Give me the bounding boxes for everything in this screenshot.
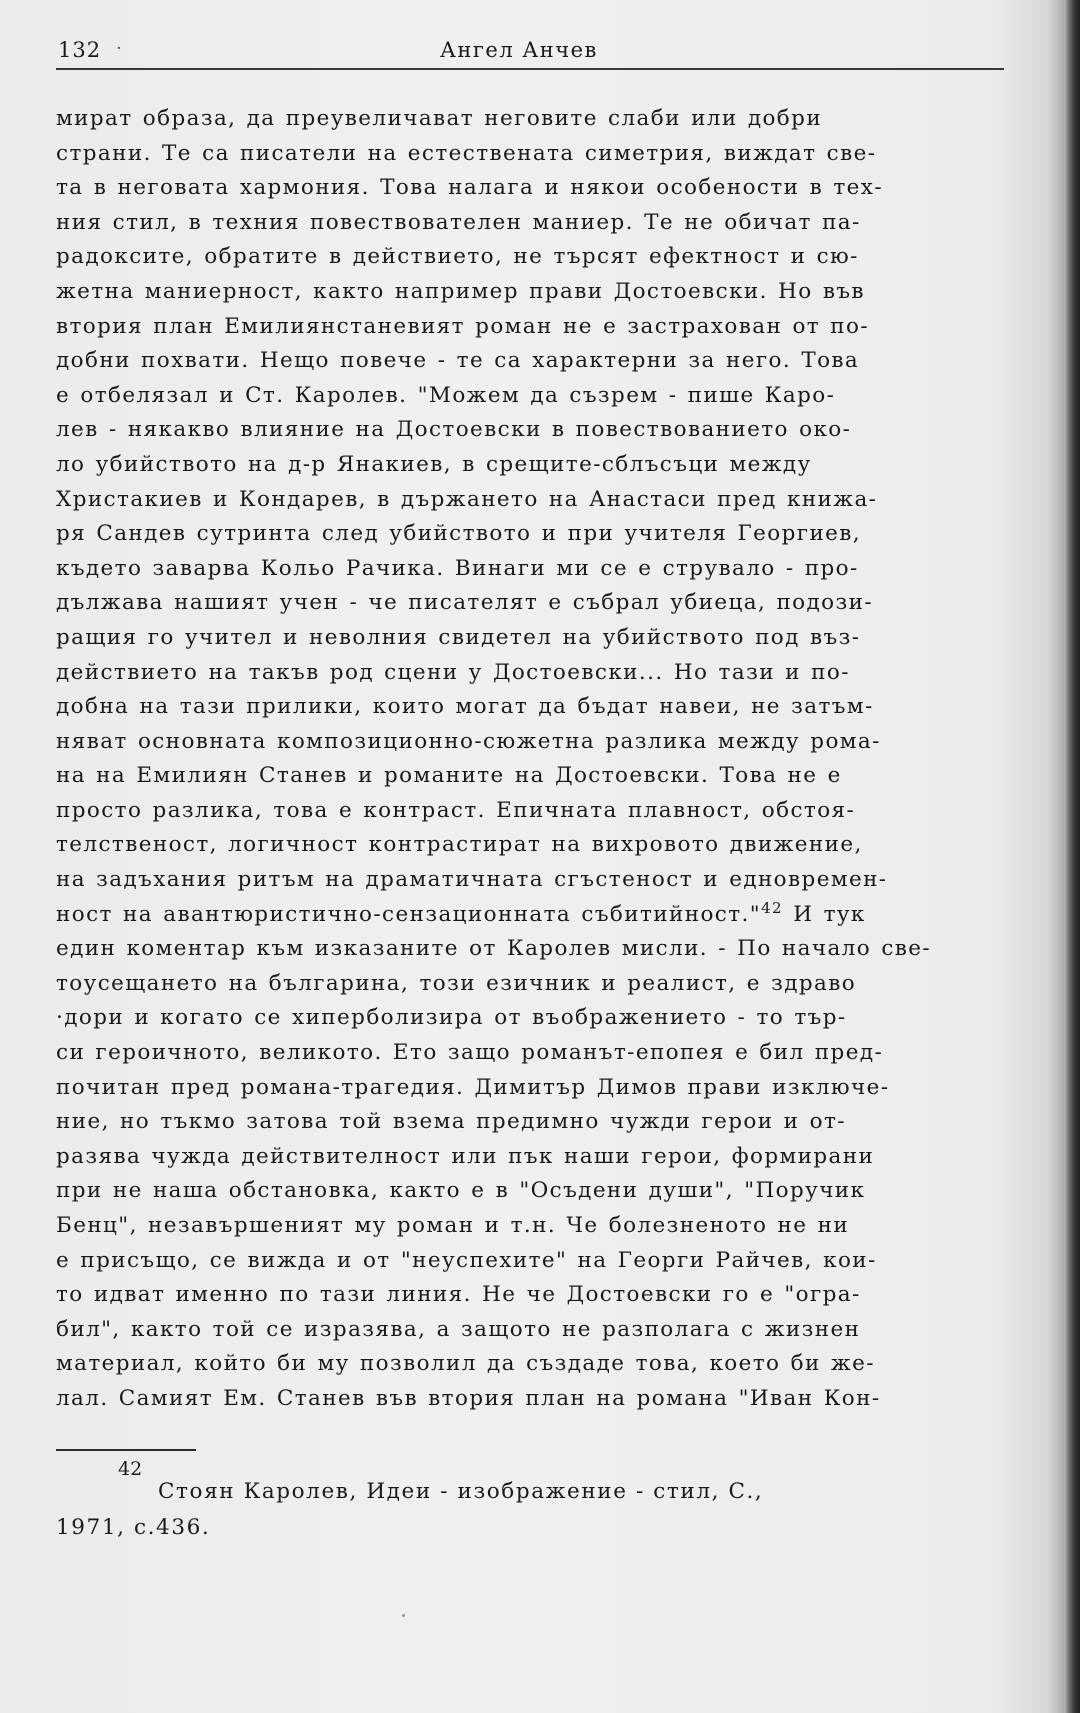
text-line-with-footnote-ref (56, 898, 1036, 933)
text-line: е отбелязал и Ст. Каролев. "Можем да съзрем - пише Каро- (56, 382, 836, 408)
text-line: добни похвати. Нещо повече - те са характерни за него. Това (56, 348, 860, 374)
text-line: ря Сандев сутринта след убийството и при учителя Георгиев, (56, 521, 862, 547)
text-line: лал. Самият Ем. Станев във втория план на романа "Иван Кон- (56, 1385, 881, 1411)
text-line: та в неговата хармония. Това налага и някои особености в тех- (56, 175, 883, 201)
text-segment: ност на авантюристично-сензационната събитийност." (56, 901, 762, 927)
text-line: ·дори и когато се хиперболизира от въображението - то тър- (56, 1005, 847, 1031)
text-line: ращия го учител и неволния свидетел на убийството под въз- (56, 624, 861, 650)
text-line: си героичното, великото. Ето защо романът-епопея е бил пред- (56, 1040, 884, 1066)
text-line: материал, който би му позволил да създаде това, което би же- (56, 1351, 875, 1377)
text-line: на на Емилиян Станев и романите на Достоевски. Това не е (56, 763, 842, 789)
text-line: тоусещането на българина, този езичник и реалист, е здраво (56, 970, 857, 996)
page-header (56, 34, 1004, 70)
paper-speck (402, 1614, 405, 1617)
text-line: жетна маниерност, както например прави Достоевски. Но във (56, 278, 865, 304)
footnote-divider (56, 1449, 196, 1451)
page-number: 132 (58, 38, 102, 62)
text-line: един коментар към изказаните от Каролев мисли. - По начало све- (56, 936, 932, 962)
header-separator: · (116, 38, 122, 59)
text-line: Христакиев и Кондарев, в държането на Анастаси пред книжа- (56, 486, 878, 512)
text-line: лев - някакво влияние на Достоевски в повествованието око- (56, 417, 852, 443)
text-line: на задъхания ритъм на драматичната сгъстеност и едновремен- (56, 867, 888, 893)
text-line: почитан пред романа-трагедия. Димитър Димов прави изключе- (56, 1074, 890, 1100)
text-line: е присъщо, се вижда и от "неуспехите" на Георги Райчев, кои- (56, 1247, 877, 1273)
text-line: бил", както той се изразява, а защото не разполага с жизнен (56, 1316, 861, 1342)
footnote (56, 1458, 1036, 1546)
text-segment: И тук (782, 901, 866, 927)
text-line: при не наша обстановка, както е в "Осъдени души", "Поручик (56, 1178, 866, 1204)
text-line: просто разлика, това е контраст. Епичната плавност, обстоя- (56, 797, 856, 823)
footnote-line: 1971, с.436. (56, 1515, 211, 1540)
page-edge-shadow (1066, 0, 1080, 1713)
running-head-author: Ангел Анчев (440, 38, 598, 62)
text-line: ния стил, в техния повествователен маниер. Те не обичат па- (56, 209, 861, 235)
text-line: където заварва Кольо Рачика. Винаги ми се е струвало - про- (56, 555, 859, 581)
footnote-number: 42 (118, 1458, 143, 1480)
footnote-reference[interactable]: 42 (761, 898, 783, 917)
text-line: втория план Емилиянстаневият роман не е застрахован от по- (56, 313, 870, 339)
body-text (56, 102, 1036, 1417)
text-line: няват основната композиционно-сюжетна разлика между рома- (56, 728, 881, 754)
text-line: действието на такъв род сцени у Достоевски... Но тази и по- (56, 659, 850, 685)
text-line: мират образа, да преувеличават неговите слаби или добри (56, 106, 823, 131)
text-line: радоксите, обратите в действието, не търсят ефектност и сю- (56, 244, 859, 270)
text-line: страни. Те са писатели на естествената симетрия, виждат све- (56, 140, 877, 166)
text-line: телственост, логичност контрастират на вихровото движение, (56, 832, 863, 858)
footnote-line: Стоян Каролев, Идеи - изображение - стил, С., (158, 1479, 764, 1504)
text-line: ло убийството на д-р Янакиев, в срещите-сблъсъци между (56, 451, 812, 477)
text-line: то идват именно по тази линия. Не че Достоевски го е "огра- (56, 1282, 861, 1308)
text-line: Бенц", незавършеният му роман и т.н. Че болезненото не ни (56, 1213, 850, 1238)
text-line: добна на тази прилики, които могат да бъдат навеи, не затъм- (56, 694, 874, 720)
text-line: ние, но тъкмо затова той взема предимно чужди герои и от- (56, 1109, 846, 1135)
text-line: дължава нашият учен - че писателят е събрал убиеца, подози- (56, 590, 874, 616)
text-line: разява чужда действителност или пък наши герои, формирани (56, 1143, 875, 1169)
